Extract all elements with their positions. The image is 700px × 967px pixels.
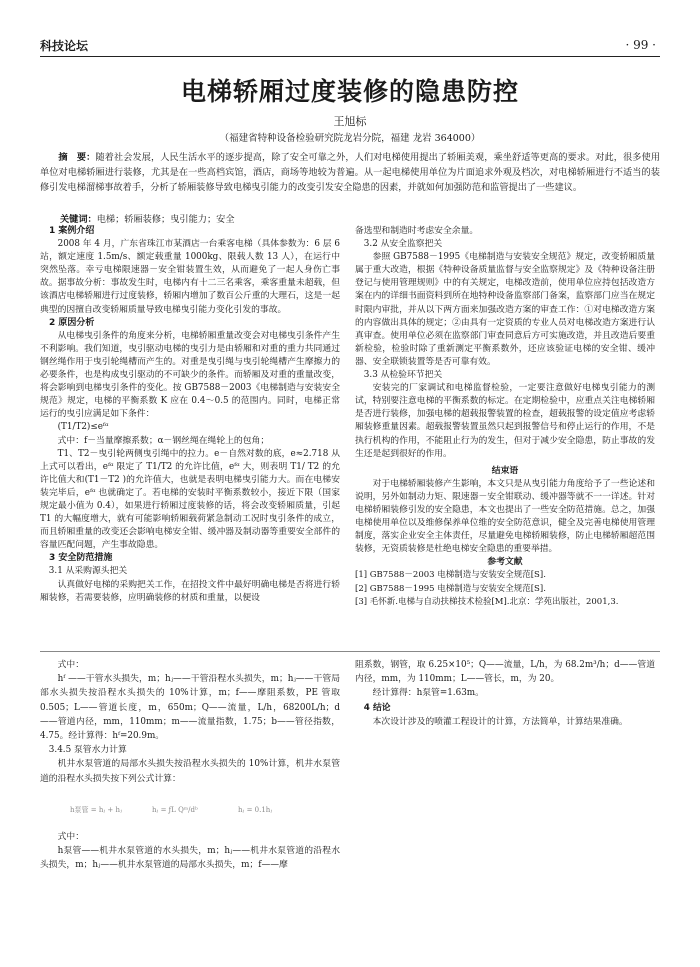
subsection-heading: 3.4.5 泵管水力计算 xyxy=(48,745,127,756)
author-name: 王旭标 xyxy=(333,115,367,128)
formula-term: h泵管 = hⱼ + hⱼ xyxy=(70,805,122,814)
paragraph: 参照 GB7588－1995《电梯制造与安装安全规范》规定，改变轿厢质量属于重大改造，根据《特种设备质量监督与安全监察规定》及《特种设备注册登记与使用管理规则》中的有关规定，电梯改造前，使用单位应持包括改造方案在内的详细书面资料到所在地特种设备监察部门备案，监察部门应当在规定时限内审批，并从以下两方面来加强改造方案的审查工作：①对电梯改造方案的内容做出具体的规定；②由具有一定资质的专业人员对电梯改造方案进行认真审查。使用单位必须在监察部门审查同意后方可实施改造，并且改造后要重新检验，检验时除了重新测定平衡系数外，还应该验证电梯的安全钳、缓冲器、安全联锁装置等是否可靠有效。 xyxy=(355,252,655,367)
paragraph: 备选型和制造时考虑安全余量。 xyxy=(355,226,479,236)
reference-item: [3] 毛怀新.电梯与自动扶梯技术检验[M].北京：学苑出版社，2001,3. xyxy=(355,596,619,607)
paragraph: h泵管——机井水泵管道的水头损失，m；hⱼ——机井水泵管道的沿程水头损失，m；hⱼ——机井水泵管道的局部水头损失，m；f——摩 xyxy=(40,846,340,871)
formula-image xyxy=(70,794,300,822)
paragraph: 2008 年 4 月，广东省珠江市某酒店一台乘客电梯（具体参数为：6 层 6 站，额定速度 1.5m/s、额定载重量 1000kg、限载人数 13 人），在运行中突然坠落。幸亏电梯限速器－安全钳装置生效，从而避免了一起人身伤亡事故。据事故分析：事故发生时，电梯内有十二三名乘客，乘客重量未超载，但该酒店电梯轿厢进行过度装修，轿厢内增加了数百公斤重的大理石，这是一起典型的因擅自改变轿厢质量导致电梯曳引能力变化引发的事故。 xyxy=(40,239,340,315)
left-column xyxy=(40,225,340,605)
paragraph: T1、T2－曳引轮两侧曳引绳中的拉力。e－自然对数的底，e≈2.718 从上式可以看出，eᶠᵅ 限定了 T1/T2 的允许比值，eᶠᵅ 大，则表明 T1/ T2 的允许比值大和(T1－T2 )的允许值大，也就是表明电梯曳引能力大。而在电梯安装完毕后，eᶠᵅ 也就确定了。若电梯的安装时平衡系数较小，接近下限（国家规定最小值为 0.4），如果进行轿厢过度装修的话，将会改变轿厢质量，引起 T1 的大幅度增大，就有可能影响轿厢载荷紧急制动工况时曳引条件的成立，而且轿厢重量的改变还会影响电梯安全钳、缓冲器及制动器等重要安全部件的容量匹配问题，产生事故隐患。 xyxy=(40,448,340,551)
author-affiliation: （福建省特种设备检验研究院龙岩分院，福建 龙岩 364000） xyxy=(219,133,481,144)
section-heading: 2 原因分析 xyxy=(49,317,95,328)
paragraph: 认真做好电梯的采购把关工作，在招投文件中最好明确电梯是否将进行轿厢装修，若需要装修，应明确装修的材质和重量，以便设 xyxy=(40,579,340,603)
paragraph: 从电梯曳引条件的角度来分析，电梯轿厢重量改变会对电梯曳引条件产生不利影响。我们知道，曳引驱动电梯的曳引力是由轿厢和对重的重力共同通过钢丝绳作用于曳引轮绳槽而产生的。对重是曳引绳与曳引轮绳槽产生摩擦力的必要条件，也是构成曳引驱动的不可缺少的条件。而轿厢及对重的重量改变，将会影响到电梯曳引条件的变化。按 GB7588－2003《电梯制造与安装安全规范》规定，电梯的平衡系数 K 应在 0.4～0.5 的范围内。同时，电梯正常运行的曳引应满足如下条件： xyxy=(40,330,340,420)
abstract xyxy=(40,150,660,195)
section-heading: 3 安全防范措施 xyxy=(49,553,113,564)
article-title: 电梯轿厢过度装修的隐患防控 xyxy=(180,77,519,106)
formula-term: hⱼ = 0.1hⱼ xyxy=(238,805,273,814)
keywords-text: 电梯；轿厢装修；曳引能力；安全 xyxy=(96,214,235,225)
paragraph: 阻系数，钢管，取 6.25×10⁵；Q——流量，L/h，为 68.2m³/h；d——管道内径，mm，为 110mm；L——管长，m，为 20。 xyxy=(355,660,655,685)
paragraph: 对于电梯轿厢装修产生影响，本文只是从曳引能力角度给予了一些论述和说明，另外如制动力矩、限速器－安全钳联动、缓冲器等就不一一详述。针对电梯轿厢装修引发的安全隐患，本文也提出了一些安全防范措施。总之，加强电梯使用单位以及维修保养单位维的安全防范意识，健全及完善电梯使用管理制度，落实企业安全主体责任，尽量避免电梯轿厢装修，防止电梯轿厢超范围装修，无资质装修是杜绝电梯安全隐患的重要举措。 xyxy=(355,478,655,555)
paragraph: 安装完的厂家调试和电梯监督检验，一定要注意做好电梯曳引能力的测试，特别要注意电梯的平衡系数的标定。在定期检验中，应重点关注电梯轿厢是否进行装修，加强电梯的超载报警装置的检查，超载报警的设定值应考虑轿厢装修重量因素。超载报警装置虽然只起到报警信号和停止运行的作用，不是执行机构的作用，不能阻止行为的发生，但对于减少安全隐患，防止事故的发生还是起到很好的作用。 xyxy=(355,383,655,459)
right-column xyxy=(355,225,655,609)
paragraph: 本次设计涉及的喷灌工程设计的计算，方法简单，计算结果准确。 xyxy=(372,716,628,727)
keywords xyxy=(60,211,660,225)
reference-item: [1] GB7588－2003 电梯制造与安装安全规范[S]. xyxy=(355,570,546,581)
journal-section-label: 科技论坛 xyxy=(40,39,89,53)
abstract-label: 摘 要： xyxy=(58,152,96,163)
section-heading: 4 结论 xyxy=(363,702,391,713)
lower-right-column xyxy=(355,658,655,729)
subsection-heading: 3.1 从采购源头把关 xyxy=(48,566,128,577)
paragraph: hᶠ ——干管水头损失，m；hⱼ——干管沿程水头损失，m；hⱼ——干管局部水头损失按沿程水头损失的 10%计算，m；f——摩阻系数，PE 管取 0.505；L——管道长度，m，650m；Q——流量，L/h，68200L/h；d——管道内径，mm，110mm；m——流量指数，1.75；b——管径指数，4.75。经计算得：hᶠ=20.9m。 xyxy=(40,674,340,742)
paragraph: 式中： xyxy=(57,660,84,670)
paragraph: 式中：f－当量摩擦系数；α－钢丝绳在绳轮上的包角； xyxy=(57,435,270,446)
reference-item: [2] GB7588－1995 电梯制造与安装安全规范[S]. xyxy=(355,583,546,594)
formula-term: hⱼ = ƒL Qᵐ/dᵇ xyxy=(152,805,198,814)
lower-left-column xyxy=(40,658,340,872)
page-number: · 99 · xyxy=(625,38,656,52)
conclusion-heading: 结束语 xyxy=(491,465,519,476)
abstract-text: 随着社会发展，人民生活水平的逐步提高，除了安全可靠之外，人们对电梯使用提出了轿厢美观，乘坐舒适等更高的要求。对此，很多使用单位对电梯轿厢进行装修，尤其是在一些高档宾馆，酒店，商场等地较为普遍。从一起电梯使用单位为片面追求外观及档次，对电梯轿厢进行不适当的装修引发电梯溜梯事故着手，分析了轿厢装修导致电梯曳引能力的改变引发安全隐患的因素，并就如何加强防范和监管提出了一些建议。 xyxy=(40,152,661,193)
formula: (T1/T2)≤eᶠᵅ xyxy=(57,422,109,433)
paragraph: 经计算得：h泵管=1.63m。 xyxy=(372,688,484,699)
paragraph: 式中： xyxy=(57,831,84,842)
article-separator xyxy=(40,651,660,652)
section-heading: 1 案例介绍 xyxy=(49,226,95,236)
subsection-heading: 3.2 从安全监察把关 xyxy=(363,239,443,250)
header-rule xyxy=(40,56,660,57)
keywords-label: 关键词： xyxy=(60,214,97,225)
paragraph: 机井水泵管道的局部水头损失按沿程水头损失的 10%计算，机井水泵管道的沿程水头损失按下列公式计算： xyxy=(40,759,340,784)
references-heading: 参考文献 xyxy=(487,557,523,568)
subsection-heading: 3.3 从检验环节把关 xyxy=(363,370,443,381)
